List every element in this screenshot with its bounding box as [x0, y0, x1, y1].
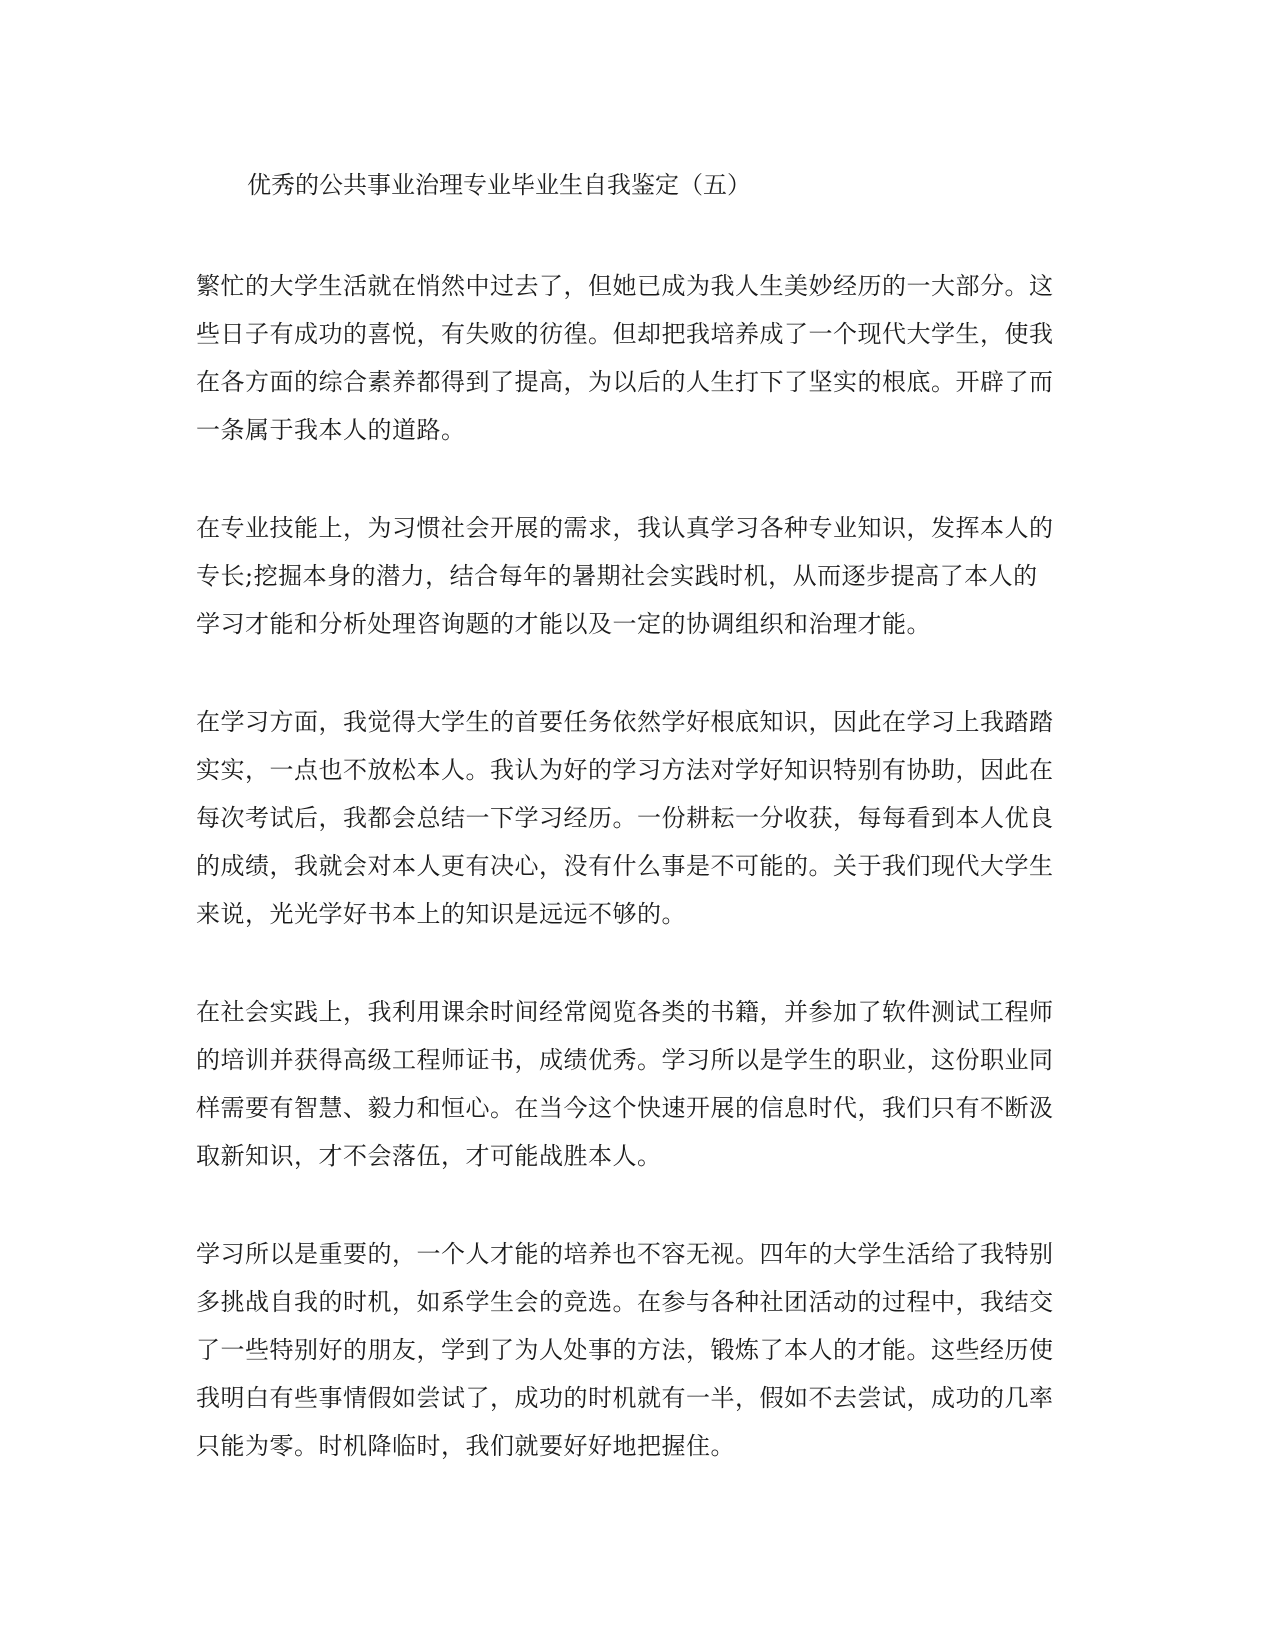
document-body: [196, 262, 1076, 1520]
text-line: 在各方面的综合素养都得到了提高，为以后的人生打下了坚实的根底。开辟了而: [196, 368, 1054, 396]
text-line: 的培训并获得高级工程师证书，成绩优秀。学习所以是学生的职业，这份职业同: [196, 1046, 1054, 1074]
text-line: 专长;挖掘本身的潜力，结合每年的暑期社会实践时机，从而逐步提高了本人的: [196, 562, 1038, 590]
paragraph-4: [196, 988, 1076, 1180]
text-line: 我明白有些事情假如尝试了，成功的时机就有一半，假如不去尝试，成功的几率: [196, 1384, 1054, 1412]
text-line: 取新知识，才不会落伍，才可能战胜本人。: [196, 1142, 662, 1170]
paragraph-1: [196, 262, 1076, 454]
text-line: 学习才能和分析处理咨询题的才能以及一定的协调组织和治理才能。: [196, 610, 931, 638]
text-line: 一条属于我本人的道路。: [196, 416, 466, 444]
text-line: 多挑战自我的时机，如系学生会的竞选。在参与各种社团活动的过程中，我结交: [196, 1288, 1054, 1316]
paragraph-2: [196, 504, 1076, 648]
text-line: 在社会实践上，我利用课余时间经常阅览各类的书籍，并参加了软件测试工程师: [196, 998, 1054, 1026]
text-line: 在专业技能上，为习惯社会开展的需求，我认真学习各种专业知识，发挥本人的: [196, 514, 1054, 542]
paragraph-3: [196, 698, 1076, 938]
text-line: 些日子有成功的喜悦，有失败的彷徨。但却把我培养成了一个现代大学生，使我: [196, 320, 1054, 348]
text-line: 实实，一点也不放松本人。我认为好的学习方法对学好知识特别有协助，因此在: [196, 756, 1054, 784]
text-line: 只能为零。时机降临时，我们就要好好地把握住。: [196, 1432, 735, 1460]
text-line: 样需要有智慧、毅力和恒心。在当今这个快速开展的信息时代，我们只有不断汲: [196, 1094, 1054, 1122]
text-line: 每次考试后，我都会总结一下学习经历。一份耕耘一分收获，每每看到本人优良: [196, 804, 1054, 832]
text-line: 学习所以是重要的，一个人才能的培养也不容无视。四年的大学生活给了我特别: [196, 1240, 1054, 1268]
text-line: 了一些特别好的朋友，学到了为人处事的方法，锻炼了本人的才能。这些经历使: [196, 1336, 1054, 1364]
text-line: 繁忙的大学生活就在悄然中过去了，但她已成为我人生美妙经历的一大部分。这: [196, 272, 1054, 300]
text-line: 来说，光光学好书本上的知识是远远不够的。: [196, 900, 686, 928]
paragraph-5: [196, 1230, 1076, 1470]
text-line: 在学习方面，我觉得大学生的首要任务依然学好根底知识，因此在学习上我踏踏: [196, 708, 1054, 736]
document-title: 优秀的公共事业治理专业毕业生自我鉴定（五）: [247, 171, 751, 199]
text-line: 的成绩，我就会对本人更有决心，没有什么事是不可能的。关于我们现代大学生: [196, 852, 1054, 880]
